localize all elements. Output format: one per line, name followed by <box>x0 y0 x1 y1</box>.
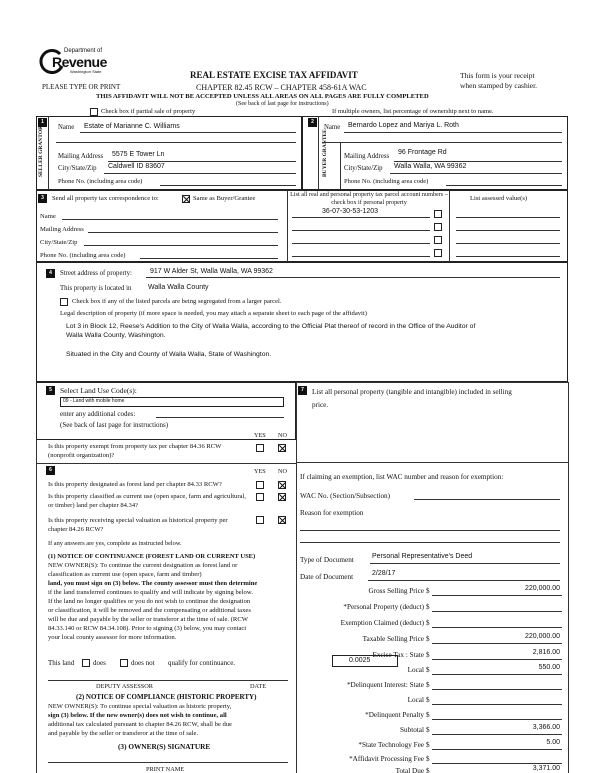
if-yes-note: If any answers are yes, complete as instructed below. <box>48 540 182 547</box>
s6-yes-header: YES <box>254 468 266 475</box>
buyer-phone-label: Phone No. (including area code) <box>344 178 429 185</box>
legal-line-2[interactable]: Walla Walla County, Washington. <box>66 332 166 339</box>
partial-sale-checkbox[interactable] <box>90 108 98 116</box>
revenue-logo <box>38 46 128 80</box>
currency-symbol: $ <box>426 767 430 773</box>
does-not-label: does not <box>131 659 155 667</box>
same-as-buyer-label: Same as Buyer/Grantee <box>193 195 256 202</box>
notice1-line-5: If the land no longer qualifies or you do not wish to continue the designation <box>48 598 251 605</box>
currency-symbol: $ <box>426 696 430 704</box>
seller-name-label: Name <box>58 124 75 131</box>
currency-symbol: $ <box>426 619 430 627</box>
tax-row-value[interactable]: 3,366.00 <box>532 724 560 731</box>
tax-row-label: Gross Selling Price <box>368 587 424 595</box>
tax-row-label: Total Due <box>395 767 424 773</box>
warning-text: THIS AFFIDAVIT WILL NOT BE ACCEPTED UNLESS ALL AREAS ON ALL PAGES ARE FULLY COMPLETED <box>96 93 429 100</box>
s6-no-header: NO <box>278 468 287 475</box>
tax-row-value[interactable]: 3,371.00 <box>532 765 560 772</box>
seller-city-label: City/State/Zip <box>58 165 97 172</box>
receipt-line2: when stamped by cashier. <box>460 81 538 90</box>
tax-row-label: Taxable Selling Price <box>362 635 424 643</box>
forest-yes-checkbox[interactable] <box>256 481 264 489</box>
exempt-no-checkbox[interactable] <box>278 444 286 452</box>
parcel-4-personal-checkbox[interactable] <box>434 249 442 257</box>
tax-row-label: *Affidavit Processing Fee <box>349 755 424 763</box>
tax-row-label: Exemption Claimed (deduct) <box>340 619 424 627</box>
land-use-value: 09 - Land with mobile home <box>63 398 125 404</box>
wac-label: WAC No. (Section/Subsection) <box>300 492 391 500</box>
tax-row-label: *State Technology Fee <box>358 741 424 749</box>
currency-symbol: $ <box>426 741 430 749</box>
forest-question: Is this property designated as forest land per chapter 84.33 RCW? <box>48 481 222 488</box>
tax-row-value[interactable]: 5.00 <box>546 739 560 746</box>
buyer-side-label: BUYER GRANTEE <box>322 129 328 177</box>
send-correspondence-label: Send all property tax correspondence to: <box>52 195 159 202</box>
notice1-line-1: NEW OWNER(S): To continue the current designation as forest land or <box>48 562 238 569</box>
notice2-line-2: sign (3) below. If the new owner(s) does not wish to continue, all <box>48 712 227 719</box>
legal-line-1[interactable]: Lot 3 in Block 12, Reese's Addition to the City of Walla Walla, according to the Official Plat thereof of record in the Office of the Auditor of <box>66 323 476 330</box>
see-back-note: (See back of last page for instructions) <box>236 101 329 107</box>
currency-symbol: $ <box>426 681 430 689</box>
corr-name-label: Name <box>40 213 56 220</box>
receipt-line1: This form is your receipt <box>460 71 535 80</box>
exemption-label: If claiming an exemption, list WAC number and reason for exemption: <box>300 473 504 481</box>
notice1-line-9: your local county assessor for more information. <box>48 634 177 641</box>
currency-symbol: $ <box>426 726 430 734</box>
tax-row-value[interactable]: 220,000.00 <box>524 633 560 640</box>
logo-state: Washington State <box>70 69 102 74</box>
notice1-line-4: if the land transferred continues to qualify and will indicate by signing below. <box>48 589 253 596</box>
buyer-name-label: Name <box>324 124 341 131</box>
historic-yes-checkbox[interactable] <box>256 516 264 524</box>
notice-compliance-title: (2) NOTICE OF COMPLIANCE (HISTORIC PROPERTY) <box>76 693 257 701</box>
tax-row-label: Excise Tax : State <box>372 651 424 659</box>
section-2-number: 2 <box>308 118 317 127</box>
buyer-address-label: Mailing Address <box>344 153 390 160</box>
exempt-question: Is this property exempt from property tax per chapter 84.36 RCW (nonprofit organization)? <box>48 443 222 459</box>
seller-address[interactable]: 5575 E Tower Ln <box>112 151 165 158</box>
s5-no-header: NO <box>278 432 287 439</box>
currency-symbol: $ <box>426 666 430 674</box>
land-use-select[interactable] <box>60 397 284 407</box>
section-6-number: 6 <box>46 466 55 475</box>
notice1-line-7: will be due and payable by the seller or transferor at the time of sale. (RCW <box>48 616 248 623</box>
tax-row-label: *Personal Property (deduct) <box>343 603 424 611</box>
deputy-assessor-label: DEPUTY ASSESSOR <box>96 683 153 690</box>
notice1-line-8: 84.33.140 or RCW 84.34.108). Prior to signing (3) below, you may contact <box>48 625 247 632</box>
currency-symbol: $ <box>426 651 430 659</box>
located-label: This property is located in <box>60 285 132 292</box>
land-use-label: Select Land Use Code(s): <box>60 386 137 395</box>
tax-row-value[interactable]: 550.00 <box>538 664 560 671</box>
corr-address-label: Mailing Address <box>40 226 84 233</box>
partial-sale-label: Check box if partial sale of property <box>101 108 196 115</box>
section5-see-back: (See back of last page for instructions) <box>60 421 169 429</box>
tax-row-value[interactable]: 220,000.00 <box>524 585 560 592</box>
does-checkbox[interactable] <box>82 659 90 667</box>
corr-phone-label: Phone No. (including area code) <box>40 252 126 259</box>
notice-continuance-title: (1) NOTICE OF CONTINUANCE (FOREST LAND OR CURRENT USE) <box>48 553 256 560</box>
parcel-1-personal-checkbox[interactable] <box>434 210 442 218</box>
notice1-line-2: classification as current use (open space, farm and timber) <box>48 571 202 578</box>
currency-symbol: $ <box>426 587 430 595</box>
personal-property-label-2: price. <box>312 401 329 409</box>
parcel-3-personal-checkbox[interactable] <box>434 236 442 244</box>
notice2-line-1: NEW OWNER(S): To continue special valuation as historic property, <box>48 703 232 710</box>
tax-row-label: *Delinquent Penalty <box>365 711 424 719</box>
current-use-question: Is this property classified as current use (open space, farm and agricultural, or timber) land per chapter 84.34? <box>48 493 246 509</box>
current-use-no-checkbox[interactable] <box>278 493 286 501</box>
logo-name: Revenue <box>52 54 107 70</box>
buyer-name[interactable]: Bernardo Lopez and Mariya L. Roth <box>348 122 459 129</box>
seller-address-label: Mailing Address <box>58 153 104 160</box>
legal-line-3[interactable]: Situated in the City and County of Walla Walla, State of Washington. <box>66 351 272 358</box>
date-label: DATE <box>250 683 267 690</box>
qualify-label: qualify for continuance. <box>168 659 236 667</box>
street-address[interactable]: 917 W Alder St, Walla Walla, WA 99362 <box>150 268 273 275</box>
street-label: Street address of property: <box>60 270 132 277</box>
section-4-number: 4 <box>46 269 55 278</box>
currency-symbol: $ <box>426 603 430 611</box>
seller-name[interactable]: Estate of Marianne C. Williams <box>84 123 180 130</box>
corr-city-label: City/State/Zip <box>40 239 78 246</box>
same-as-buyer-checkbox[interactable] <box>182 195 190 203</box>
historic-no-checkbox[interactable] <box>278 516 286 524</box>
tax-row-value[interactable]: 2,816.00 <box>532 649 560 656</box>
notice2-line-4: and payable by the seller or transferor at the time of sale. <box>48 730 199 737</box>
does-not-checkbox[interactable] <box>120 659 128 667</box>
doc-date-label: Date of Document <box>300 573 354 581</box>
section-5-number: 5 <box>46 386 55 395</box>
tax-row-label: Subtotal <box>400 726 424 734</box>
legal-label: Legal description of property (if more space is needed, you may attach a separate sheet to each page of the affidavit) <box>60 310 367 317</box>
chapter-ref: CHAPTER 82.45 RCW – CHAPTER 458-61A WAC <box>196 83 367 92</box>
tax-row-label: Local <box>407 666 424 674</box>
additional-codes-label: enter any additional codes: <box>60 410 136 418</box>
doc-type-label: Type of Document <box>300 556 354 564</box>
doc-date[interactable]: 2/28/17 <box>372 570 396 577</box>
print-name-label: PRINT NAME <box>146 766 185 773</box>
logo-dept: Department of <box>64 48 103 54</box>
segregated-label: Check box if any of the listed parcels are being segregated from a larger parcel. <box>72 298 282 305</box>
county[interactable]: Walla Walla County <box>148 284 209 291</box>
parcel-2-personal-checkbox[interactable] <box>434 223 442 231</box>
seller-phone-label: Phone No. (including area code) <box>58 178 143 185</box>
multiple-owners-note: If multiple owners, list percentage of ownership next to name. <box>332 108 494 115</box>
forest-no-checkbox[interactable] <box>278 481 286 489</box>
notice1-line-3: land, you must sign on (3) below. The county assessor must then determine <box>48 580 258 587</box>
parcel-header: List all real and personal property tax parcel account numbers – check box if personal property <box>290 191 448 206</box>
reason-label: Reason for exemption <box>300 509 364 517</box>
local-rate: 0.0025 <box>349 657 371 664</box>
notice1-line-6: or classification, it will be removed and the compensating or additional taxes <box>48 607 251 614</box>
assessed-header: List assessed value(s) <box>470 195 528 202</box>
current-use-yes-checkbox[interactable] <box>256 493 264 501</box>
s5-yes-header: YES <box>254 432 266 439</box>
does-label: does <box>93 659 106 667</box>
currency-symbol: $ <box>426 711 430 719</box>
page-title: REAL ESTATE EXCISE TAX AFFIDAVIT <box>190 70 358 80</box>
segregated-checkbox[interactable] <box>60 298 68 306</box>
buyer-city[interactable]: Walla Walla, WA 99362 <box>394 163 467 170</box>
section-3-number: 3 <box>38 194 47 203</box>
section-4 <box>36 262 568 382</box>
doc-type[interactable]: Personal Representative's Deed <box>372 553 473 560</box>
currency-symbol: $ <box>426 635 430 643</box>
currency-symbol: $ <box>426 755 430 763</box>
parcel-1[interactable]: 36-07-30-53-1203 <box>322 208 379 215</box>
buyer-city-label: City/State/Zip <box>344 165 383 172</box>
section-1-number: 1 <box>38 118 47 127</box>
section-7-number: 7 <box>298 386 307 395</box>
seller-side-label: SELLER GRANTOR <box>38 125 44 177</box>
tax-row-label: *Delinquent Interest: State <box>346 681 424 689</box>
historic-question: Is this property receiving special valuation as historical property per chapter 84.26 RCW? <box>48 517 228 533</box>
this-land-label: This land <box>48 659 75 667</box>
seller-city[interactable]: Caldwell ID 83607 <box>108 163 165 170</box>
personal-property-label-1: List all personal property (tangible and intangible) included in selling <box>312 388 512 396</box>
buyer-address[interactable]: 96 Frontage Rd <box>398 149 447 156</box>
please-type: PLEASE TYPE OR PRINT <box>42 83 121 91</box>
owner-signature-title: (3) OWNER(S) SIGNATURE <box>118 742 211 751</box>
exempt-yes-checkbox[interactable] <box>256 444 264 452</box>
notice2-line-3: additional tax calculated pursuant to chapter 84.26 RCW, shall be due <box>48 721 232 728</box>
tax-row-label: Local <box>407 696 424 704</box>
